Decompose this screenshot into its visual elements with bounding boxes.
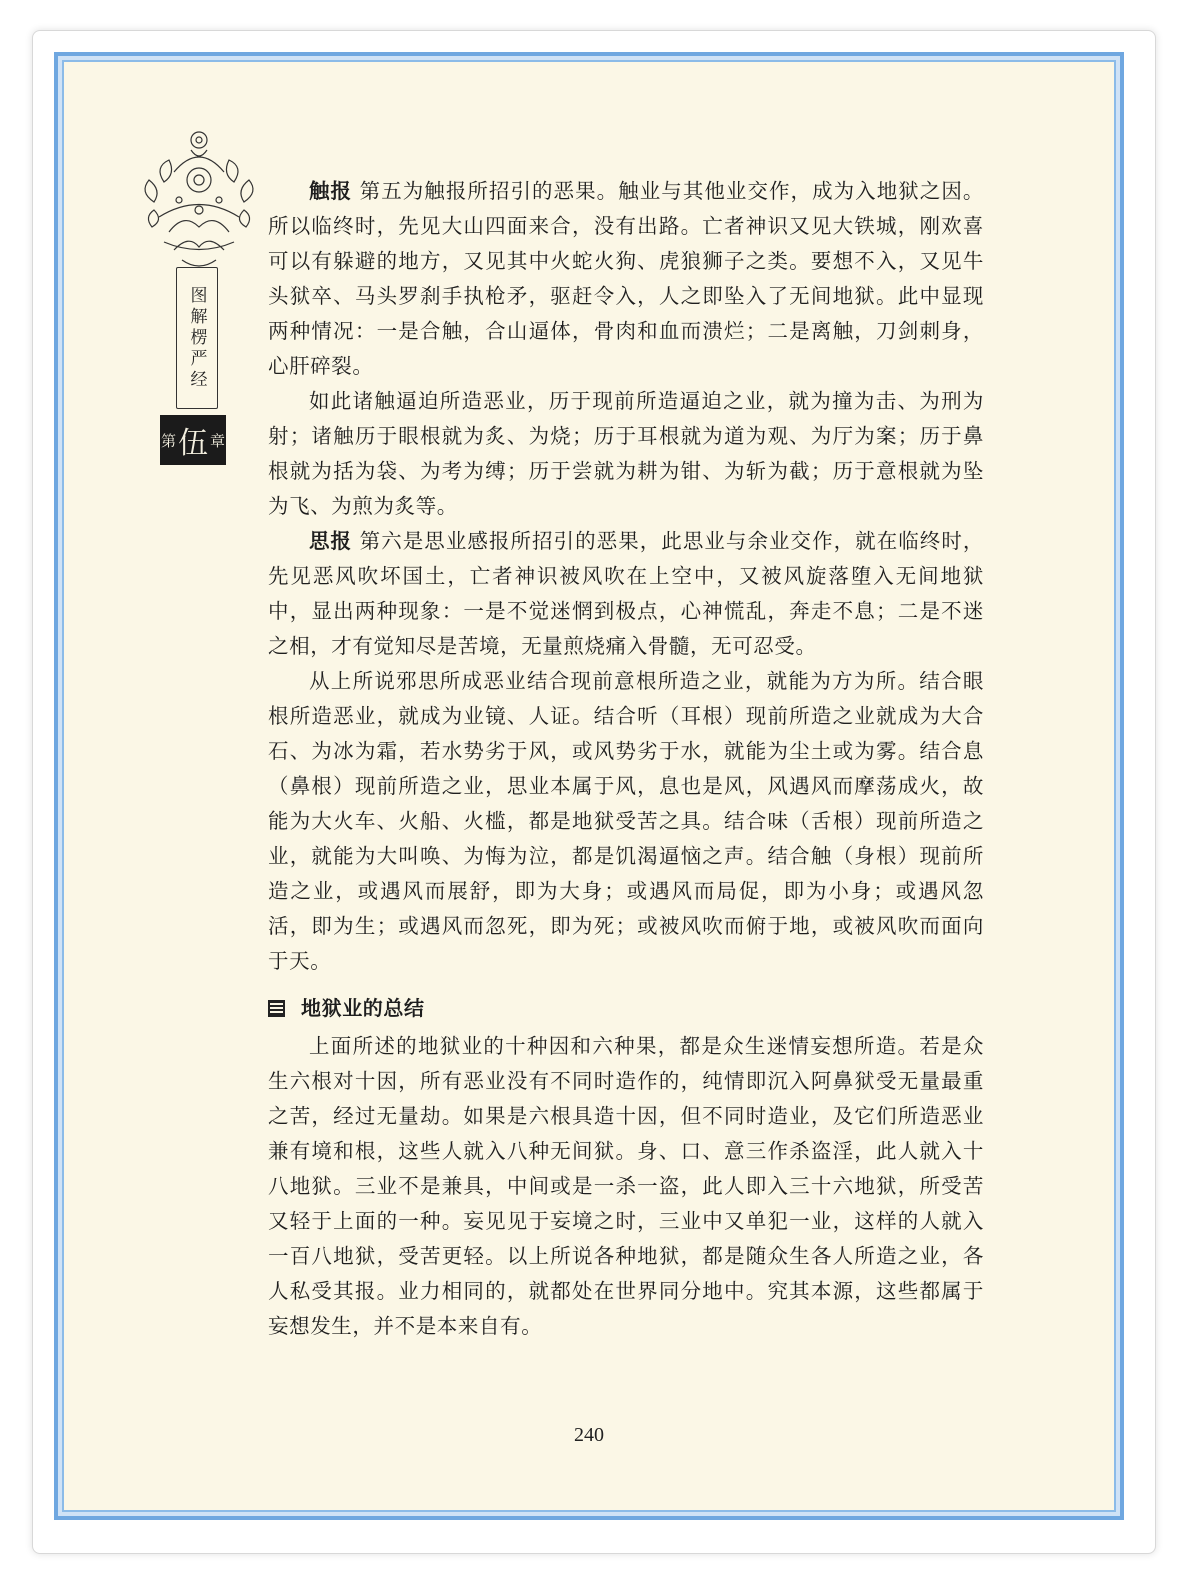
page-number: 240 (574, 1424, 604, 1446)
page-frame (54, 52, 1124, 1520)
main-text (268, 174, 984, 1344)
paragraph-text: 从上所说邪思所成恶业结合现前意根所造之业，就能为方为所。结合眼根所造恶业，就成为业镜、人证。结合听（耳根）现前所造之业就成为大合石、为冰为霜，若水势劣于风，或风势劣于水，就能为尘土或为雾。结合息（鼻根）现前所造之业，思业本属于风，息也是风，风遇风而摩荡成火，故能为大火车、火船、火槛，都是地狱受苦之具。结合味（舌根）现前所造之业，就能为大叫唤、为悔为泣，都是饥渴逼恼之声。结合触（身根）现前所造之业，或遇风而展舒，即为大身；或遇风而局促，即为小身；或遇风忽活，即为生；或遇风而忽死，即为死；或被风吹而俯于地，或被风吹而面向于天。 (268, 669, 984, 973)
paragraph-term: 思报 (309, 529, 353, 553)
paragraph-text: 如此诸触逼迫所造恶业，历于现前所造逼迫之业，就为撞为击、为刑为射；诸触历于眼根就为炙、为烧；历于耳根就为道为观、为厅为案；历于鼻根就为括为袋、为考为缚；历于尝就为耕为钳、为斩为截；历于意根就为坠为飞、为煎为炙等。 (268, 389, 984, 518)
chapter-tab (160, 415, 226, 465)
chapter-prefix: 第 (160, 431, 176, 450)
paragraph-term: 触报 (309, 179, 353, 203)
section-heading (268, 993, 984, 1023)
section-marker-icon (268, 1000, 285, 1017)
chapter-suffix: 章 (210, 431, 226, 450)
section-heading-text: 地狱业的总结 (301, 996, 425, 1020)
section-paragraph (268, 1029, 984, 1344)
paragraph-text: 第五为触报所招引的恶果。触业与其他业交作，成为入地狱之因。所以临终时，先见大山四面来合，没有出路。亡者神识又见大铁城，刚欢喜可以有躲避的地方，又见其中火蛇火狗、虎狼狮子之类。要想不入，又见牛头狱卒、马头罗刹手执枪矛，驱赶令入，人之即坠入了无间地狱。此中显现两种情况：一是合触，合山逼体，骨肉和血而溃烂；二是离触，刀剑刺身，心肝碎裂。 (268, 179, 985, 378)
paragraph (268, 524, 984, 664)
paragraph (268, 664, 984, 979)
paragraph-text: 上面所述的地狱业的十种因和六种果，都是众生迷情妄想所造。若是众生六根对十因，所有恶业没有不同时造作的，纯情即沉入阿鼻狱受无量最重之苦，经过无量劫。如果是六根具造十因，但不同时造业，及它们所造恶业兼有境和根，这些人就入八种无间狱。身、口、意三作杀盗淫，此人就入十八地狱。三业不是兼具，中间或是一杀一盗，此人即入三十六地狱，所受苦又轻于上面的一种。妄见见于妄境之时，三业中又单犯一业，这样的人就入一百八地狱，受苦更轻。以上所说各种地狱，都是随众生各人所造之业，各人私受其报。业力相同的，就都处在世界同分地中。究其本源，这些都属于妄想发生，并不是本来自有。 (268, 1034, 984, 1338)
paragraph (268, 384, 984, 524)
chapter-number: 伍 (178, 426, 208, 461)
paragraph-text: 第六是思业感报所招引的恶果，此思业与余业交作，就在临终时，先见恶风吹坏国土，亡者神识被风吹在上空中，又被风旋落堕入无间地狱中，显出两种现象：一是不觉迷惘到极点，心神慌乱，奔走不息；二是不迷之相，才有觉知尽是苦境，无量煎烧痛入骨髓，无可忍受。 (268, 529, 985, 658)
book-title-label (176, 267, 218, 409)
book-title: 图解楞严经 (186, 285, 207, 391)
paragraph (268, 174, 984, 384)
page (62, 60, 1116, 1512)
